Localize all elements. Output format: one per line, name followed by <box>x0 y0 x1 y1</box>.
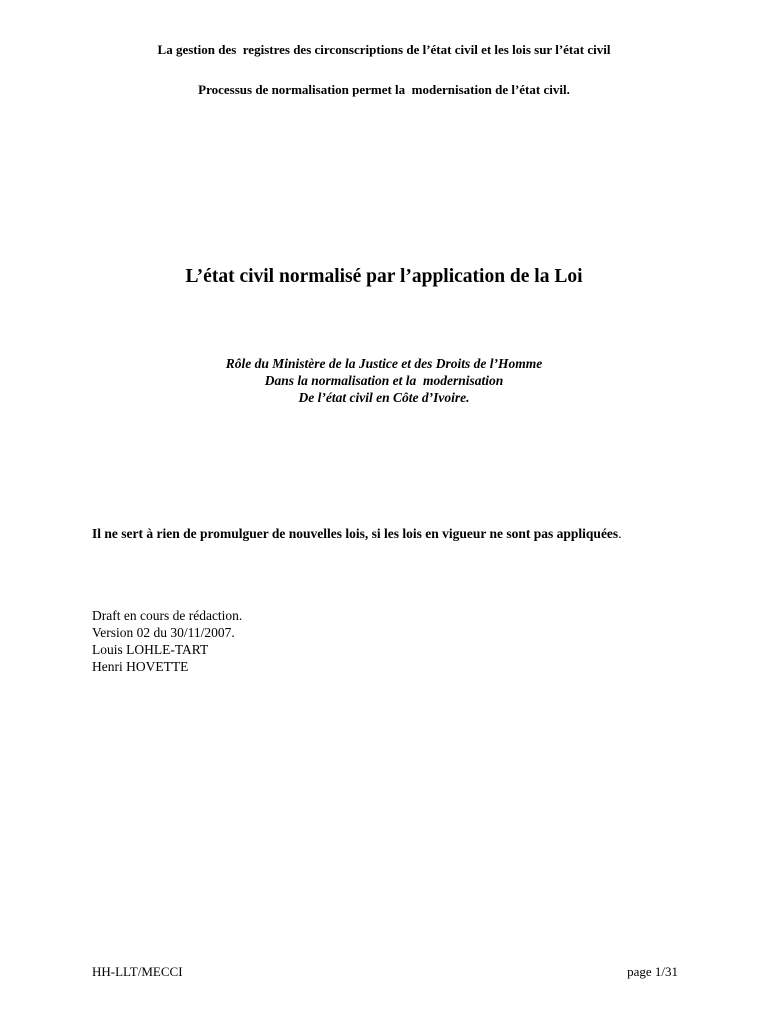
document-header-line-1: La gestion des registres des circonscriptions de l’état civil et les lois sur l’état civil <box>157 42 611 57</box>
subtitle-line-1: Rôle du Ministère de la Justice et des Droits de l’Homme <box>225 356 543 371</box>
document-header-line-2: Processus de normalisation permet la modernisation de l’état civil. <box>198 82 570 97</box>
document-title: L’état civil normalisé par l’application de la Loi <box>185 266 583 287</box>
subtitle-line-3: De l’état civil en Côte d’Ivoire. <box>298 390 470 405</box>
author-name: Louis LOHLE-TART <box>92 642 209 657</box>
key-statement-text: Il ne sert à rien de promulguer de nouvelles lois, si les lois en vigueur ne sont pas appliquées <box>92 526 619 541</box>
document-subtitle <box>0 355 768 406</box>
page-number: page 1/31 <box>627 964 678 979</box>
subtitle-line-2: Dans la normalisation et la modernisation <box>264 373 504 388</box>
author-name: Henri HOVETTE <box>92 659 189 674</box>
document-metadata <box>92 607 242 675</box>
key-statement <box>92 524 677 543</box>
draft-status: Draft en cours de rédaction. <box>92 608 243 623</box>
key-statement-period: . <box>618 526 622 541</box>
version-line: Version 02 du 30/11/2007. <box>92 625 235 640</box>
footer-reference: HH-LLT/MECCI <box>92 964 183 979</box>
